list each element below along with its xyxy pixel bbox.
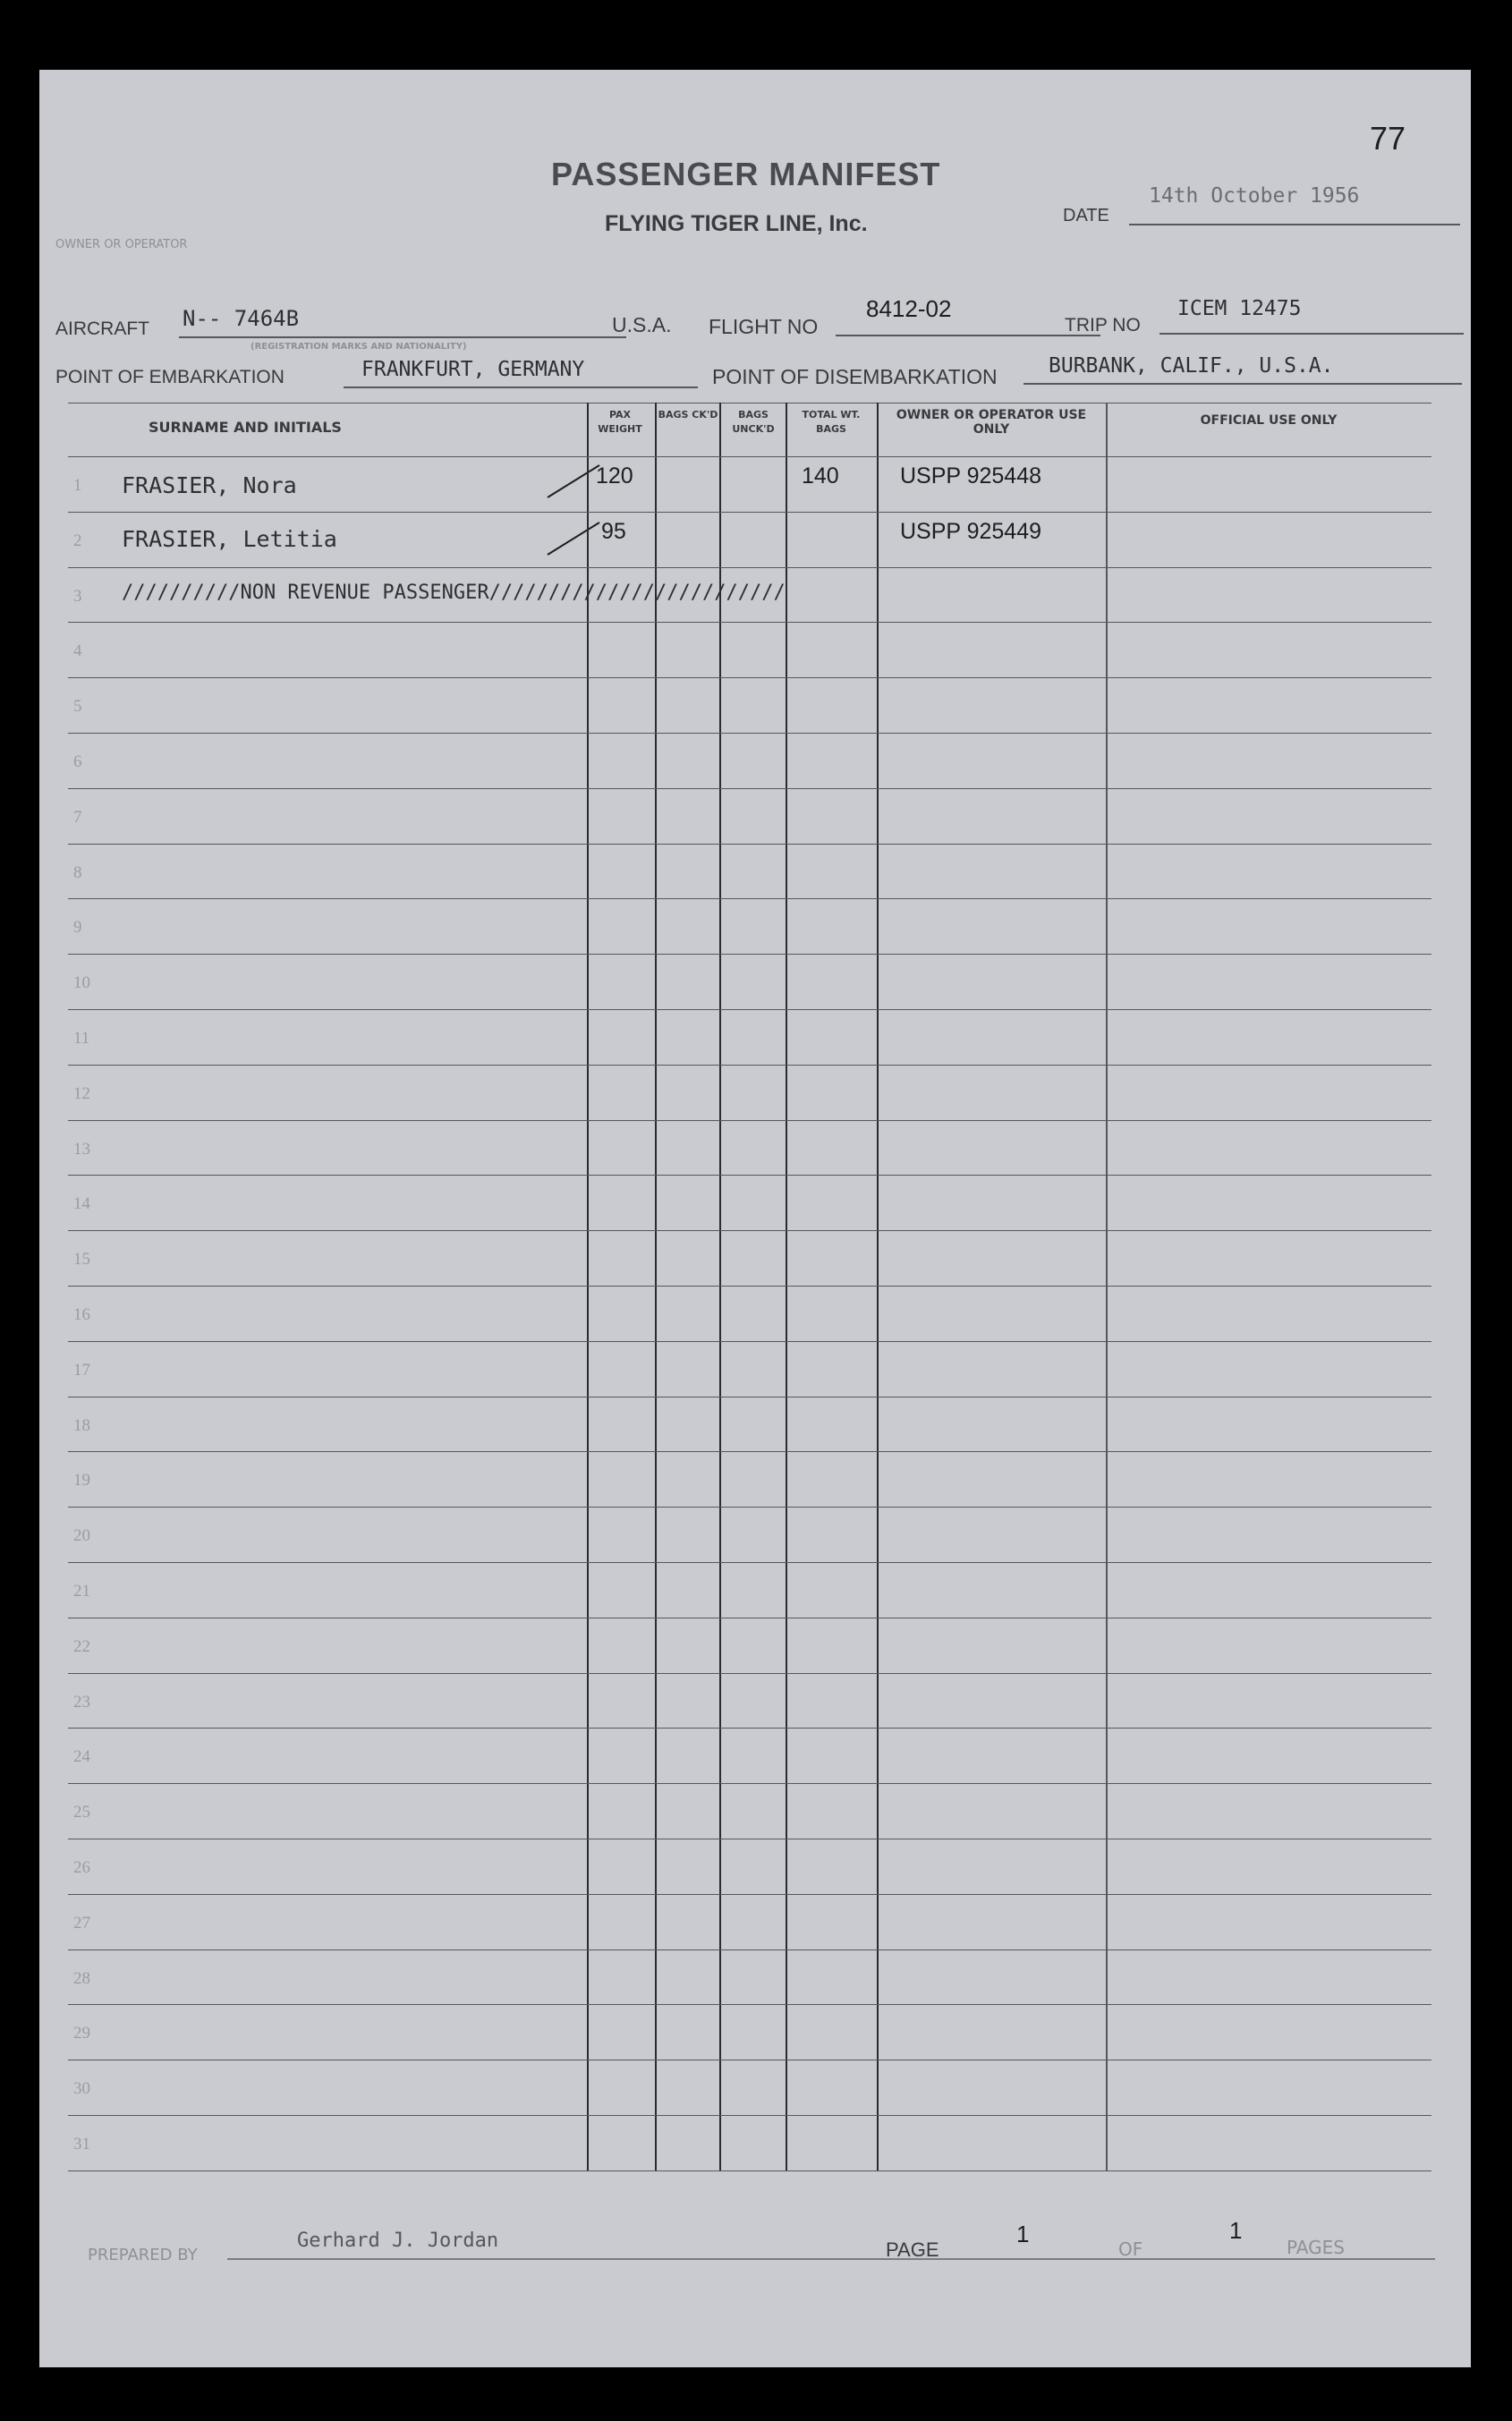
header-official-use: OFFICIAL USE ONLY (1200, 413, 1338, 428)
row-number: 20 (73, 1526, 90, 1546)
row-number: 11 (73, 1029, 90, 1048)
table-row-line (68, 788, 1431, 789)
table-row-line (68, 1230, 1431, 1231)
of-label: OF (1118, 2238, 1143, 2260)
registration-note: (REGISTRATION MARKS AND NATIONALITY) (251, 342, 467, 352)
row-number: 17 (73, 1360, 90, 1380)
table-row-line (68, 1673, 1431, 1674)
row-number: 14 (73, 1194, 90, 1214)
page-value: 1 (1016, 2221, 1030, 2247)
row-number: 3 (73, 586, 82, 606)
flight-label: FLIGHT NO (709, 315, 819, 338)
table-row-line (68, 1783, 1431, 1784)
prepared-by-label: PREPARED BY (88, 2246, 198, 2264)
table-row-line (68, 733, 1431, 734)
row-number: 25 (73, 1803, 90, 1822)
row-number: 31 (73, 2135, 90, 2153)
trip-label: TRIP NO (1065, 315, 1141, 336)
row-number: 12 (73, 1083, 90, 1103)
table-row-line (68, 1728, 1431, 1729)
pax-weight-2: 95 (601, 519, 626, 544)
header-bags-unckd: BAGS UNCK'D (732, 409, 775, 435)
row-number: 7 (73, 807, 82, 827)
table-row-line (68, 1562, 1431, 1563)
owner-use-1: USPP 925448 (900, 463, 1041, 488)
airline-name: FLYING TIGER LINE, Inc. (605, 211, 868, 236)
row-number: 1 (73, 476, 82, 495)
header-pax-weight: PAX WEIGHT (598, 409, 642, 435)
header-total-wt: TOTAL WT. BAGS (802, 409, 861, 435)
country-label: U.S.A. (612, 313, 672, 336)
date-value: 14th October 1956 (1149, 184, 1360, 208)
row-number: 15 (73, 1250, 90, 1270)
row-number: 4 (73, 641, 82, 661)
row-number: 5 (73, 697, 82, 717)
table-row-line (68, 1451, 1431, 1452)
table-row-line (68, 1120, 1431, 1121)
disembarkation-value: BURBANK, CALIF., U.S.A. (1049, 354, 1334, 378)
aircraft-label: AIRCRAFT (55, 319, 149, 339)
row-number: 27 (73, 1913, 90, 1933)
owner-operator-label: OWNER OR OPERATOR (55, 238, 188, 251)
manifest-title: PASSENGER MANIFEST (551, 156, 941, 192)
table-row-line (68, 1175, 1431, 1176)
embarkation-value: FRANKFURT, GERMANY (361, 358, 585, 381)
row-number: 30 (73, 2079, 90, 2099)
table-row-line (68, 677, 1431, 678)
of-value: 1 (1229, 2217, 1243, 2244)
row-number: 28 (73, 1968, 90, 1988)
row-number: 26 (73, 1858, 90, 1877)
passenger-name-1: FRASIER, Nora (122, 472, 297, 498)
page-number: 77 (1370, 120, 1406, 157)
table-row-line (68, 954, 1431, 955)
embarkation-label: POINT OF EMBARKATION (55, 367, 285, 387)
row-number: 2 (73, 531, 82, 550)
row-number: 24 (73, 1747, 90, 1767)
header-owner-use: OWNER OR OPERATOR USE ONLY (896, 408, 1087, 437)
table-row-line (68, 512, 1431, 513)
table-row-line (68, 1286, 1431, 1287)
page-label: PAGE (886, 2238, 939, 2261)
table-row-line (68, 567, 1431, 568)
non-revenue-note: //////////NON REVENUE PASSENGER///////////////////////// (122, 582, 786, 604)
total-wt-1: 140 (802, 463, 839, 488)
row-number: 8 (73, 862, 82, 882)
row-number: 22 (73, 1636, 90, 1656)
header-bags-ckd: BAGS CK'D (658, 409, 718, 420)
owner-use-2: USPP 925449 (900, 519, 1041, 544)
row-number: 21 (73, 1582, 90, 1601)
table-row-line (68, 1341, 1431, 1342)
table-row-line (68, 2004, 1431, 2005)
table-row-line (68, 844, 1431, 845)
table-row-line (68, 622, 1431, 623)
table-row-line (68, 1894, 1431, 1895)
row-number: 6 (73, 752, 82, 771)
row-number: 29 (73, 2024, 90, 2043)
flight-value: 8412-02 (866, 295, 952, 322)
table-row-line (68, 1507, 1431, 1508)
table-row-line (68, 1065, 1431, 1066)
aircraft-value: N-- 7464B (183, 306, 300, 331)
date-label: DATE (1063, 206, 1109, 225)
row-number: 10 (73, 973, 90, 993)
pages-label: PAGES (1287, 2237, 1345, 2258)
row-number: 9 (73, 918, 82, 938)
row-number: 19 (73, 1471, 90, 1491)
prepared-by-value: Gerhard J. Jordan (297, 2230, 499, 2252)
row-number: 16 (73, 1305, 90, 1324)
table-top-line (68, 403, 1431, 404)
table-row-line (68, 1009, 1431, 1010)
check-mark-strokes (540, 460, 612, 567)
table-row-line (68, 898, 1431, 899)
table-row-line (68, 456, 1431, 457)
disembarkation-label: POINT OF DISEMBARKATION (712, 365, 998, 388)
row-number: 18 (73, 1415, 90, 1435)
trip-value: ICEM 12475 (1177, 297, 1302, 320)
manifest-sheet (39, 70, 1471, 2367)
table-row-line (68, 2170, 1431, 2171)
row-number: 23 (73, 1692, 90, 1712)
row-number: 13 (73, 1139, 90, 1159)
header-name: SURNAME AND INITIALS (149, 419, 342, 436)
table-row-line (68, 2115, 1431, 2116)
pax-weight-1: 120 (596, 463, 633, 488)
passenger-name-2: FRASIER, Letitia (122, 526, 337, 552)
